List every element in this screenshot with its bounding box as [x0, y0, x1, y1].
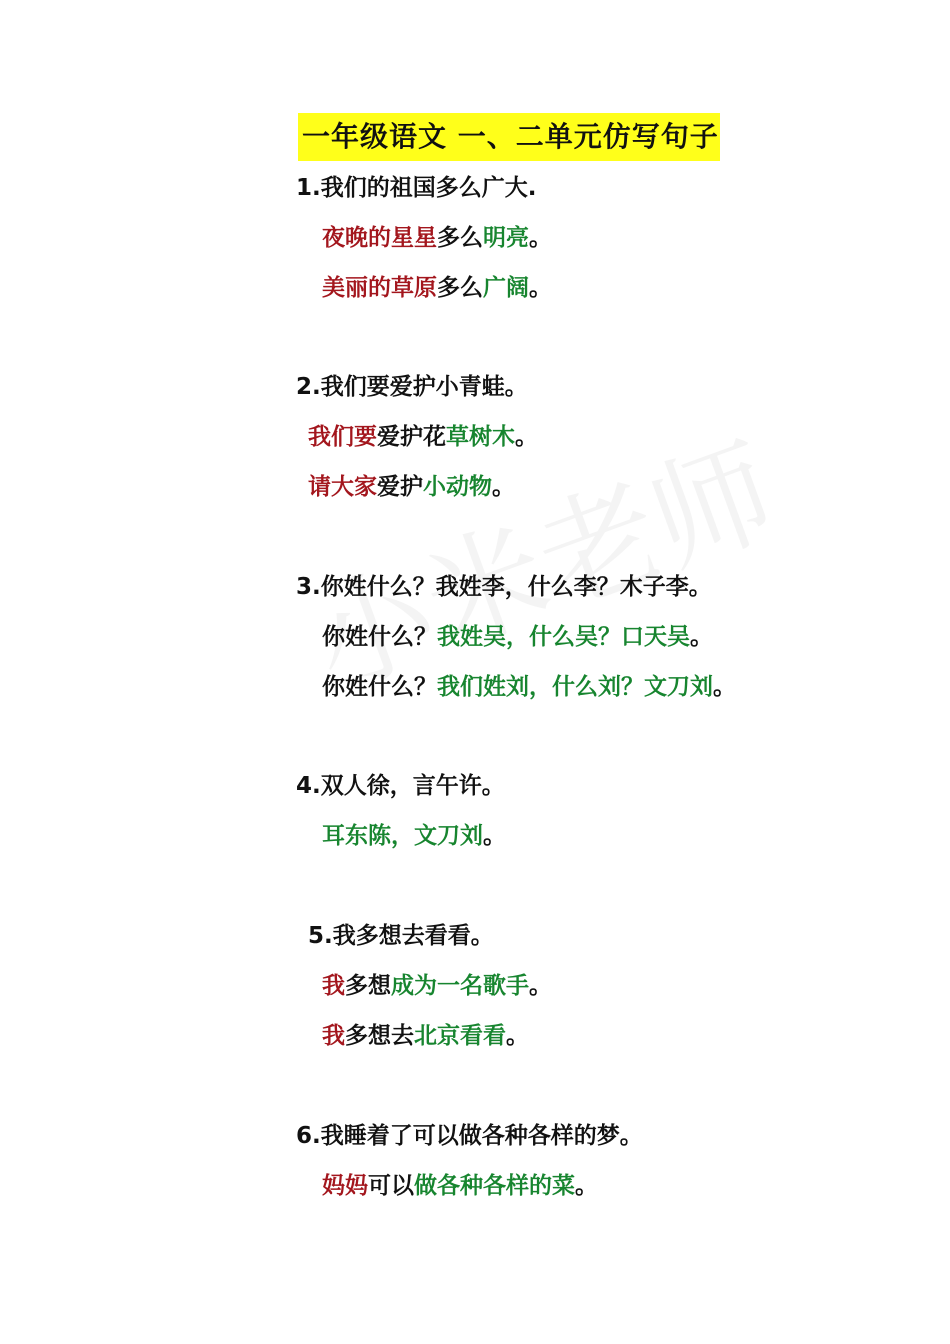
imitation-sentence: [322, 969, 552, 1003]
sentence-segment: 5.我多想去看看。: [308, 923, 494, 949]
sentence-segment: 明亮: [483, 225, 529, 251]
sentence-segment: 妈妈: [322, 1173, 368, 1199]
sentence-segment: 3.你姓什么？我姓李，什么李？木子李。: [296, 574, 712, 600]
sentence-segment: 。: [506, 1023, 529, 1049]
sentence-segment: 我: [322, 973, 345, 999]
sentence-segment: 。: [515, 424, 538, 450]
sentence-segment: 我姓吴，什么吴？口天吴: [437, 624, 690, 650]
sentence-segment: 。: [529, 973, 552, 999]
example-sentence: [296, 1119, 643, 1153]
imitation-sentence: [308, 470, 515, 504]
imitation-sentence: [322, 670, 736, 704]
sentence-segment: 广阔: [483, 275, 529, 301]
sentence-segment: 爱护: [377, 424, 423, 450]
example-sentence: [296, 769, 505, 803]
imitation-sentence: [308, 420, 538, 454]
sentence-segment: 可以: [368, 1173, 414, 1199]
sentence-segment: 1.我们的祖国多么广大.: [296, 175, 537, 201]
example-sentence: [308, 919, 494, 953]
imitation-sentence: [322, 620, 713, 654]
sentence-segment: 你姓什么？: [322, 624, 437, 650]
sentence-segment: 成为一名歌手: [391, 973, 529, 999]
example-sentence: [296, 570, 712, 604]
sentence-segment: 2.我们要爱护小青蛙。: [296, 374, 528, 400]
imitation-sentence: [322, 819, 506, 853]
sentence-segment: 草树木: [446, 424, 515, 450]
example-sentence: [296, 171, 536, 205]
sentence-segment: 。: [529, 275, 552, 301]
imitation-sentence: [322, 221, 552, 255]
sentence-segment: 请大家: [308, 474, 377, 500]
sentence-segment: 美丽的草原: [322, 275, 437, 301]
sentence-segment: 。: [575, 1173, 598, 1199]
sentence-segment: 。: [529, 225, 552, 251]
sentence-segment: 你姓什么？: [322, 674, 437, 700]
sentence-segment: 多想: [345, 973, 391, 999]
page-title: 一年级语文 一、二单元仿写句子: [298, 113, 720, 161]
sentence-segment: 我: [322, 1023, 345, 1049]
sentence-segment: 。: [492, 474, 515, 500]
sentence-segment: 爱护: [377, 474, 423, 500]
sentence-segment: 。: [713, 674, 736, 700]
sentence-segment: 多么: [437, 275, 483, 301]
sentence-segment: 。: [690, 624, 713, 650]
sentence-segment: 4.双人徐，言午许。: [296, 773, 505, 799]
sentence-segment: 多么: [437, 225, 483, 251]
imitation-sentence: [322, 271, 552, 305]
example-sentence: [296, 370, 528, 404]
sentence-segment: 我们要: [308, 424, 377, 450]
imitation-sentence: [322, 1169, 598, 1203]
sentence-segment: 北京看看: [414, 1023, 506, 1049]
sentence-segment: 我们姓刘，什么刘？文刀刘: [437, 674, 713, 700]
sentence-segment: 。: [483, 823, 506, 849]
sentence-segment: 耳东陈，文刀刘: [322, 823, 483, 849]
sentence-segment: 6.我睡着了可以做各种各样的梦。: [296, 1123, 643, 1149]
sentence-segment: 花: [423, 424, 446, 450]
imitation-sentence: [322, 1019, 529, 1053]
sentence-segment: 做各种各样的菜: [414, 1173, 575, 1199]
sentence-segment: 夜晚的星星: [322, 225, 437, 251]
sentence-segment: 多想去: [345, 1023, 414, 1049]
sentence-segment: 小动物: [423, 474, 492, 500]
